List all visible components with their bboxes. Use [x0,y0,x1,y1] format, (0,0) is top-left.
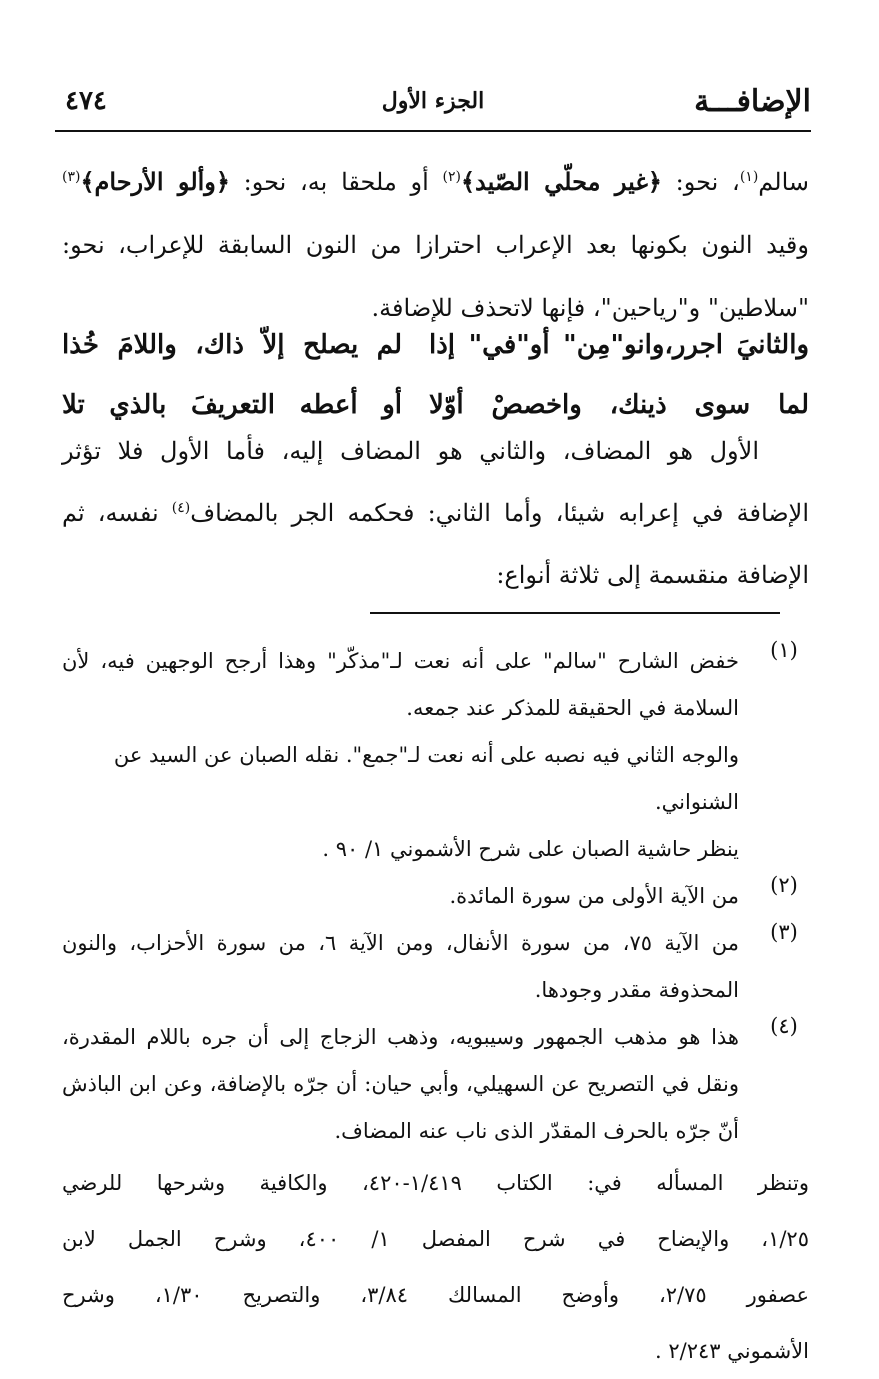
text-fragment: أو ملحقا به، نحو: [229,168,443,196]
quran-quote: ﴿وألو الأرحام﴾ [80,167,230,196]
footnote-line: وتنظر المسأله في: الكتاب ١/٤١٩-٤٢٠، والكافية وشرحها للرضي [62,1171,810,1195]
verse-second-hemistich: أو أعطه التعريفَ بالذي تلا [62,390,402,420]
footnote [62,638,809,873]
text-line-2: وقيد النون بكونها بعد الإعراب احترازا من النون السابقة للإعراب، نحو: [62,231,809,259]
quran-quote: ﴿غير محلّي الصّيد﴾ [460,167,662,196]
page-header [55,78,811,132]
verse-first-hemistich: لما سوى ذينك، واخصصْ أوّلا [429,390,809,420]
footnote-ref: (٣) [62,169,81,185]
footnote-number: (٣) [770,920,798,944]
explanation-paragraph [62,420,809,606]
footnote-text-continued [62,1155,809,1379]
footnote-line: من الآية ٧٥، من سورة الأنفال، ومن الآية ٦، من سورة الأحزاب، والنون [62,931,740,955]
text-fragment: سالم [758,168,809,196]
footnote-line: ١/٢٥، والإيضاح في شرح المفصل ١/ ٤٠٠، وشرح الجمل لابن [62,1227,809,1251]
text-line: الأول هو المضاف، والثاني هو المضاف إليه، فأما الأول فلا تؤثر [62,437,759,465]
chapter-title: الإضافـــة [694,84,811,119]
verse-first-hemistich: والثانيَ اجرر،وانو"مِن" أو"في" إذا [429,330,809,360]
footnote-line: ونقل في التصريح عن السهيلي، وأبي حيان: أن جرّه بالإضافة، وعن ابن الباذش [62,1072,739,1096]
footnote [62,873,809,920]
footnote-text [62,638,739,873]
footnote-text [62,1014,739,1155]
page-number: ٤٧٤ [65,86,107,116]
footnote-number: (٤) [770,1014,798,1038]
text-line-3: "سلاطين" و"رياحين"، فإنها لاتحذف للإضافة. [371,294,809,322]
footnotes [62,638,809,1379]
verse-second-hemistich: لم يصلح إلاّ ذاك، واللامَ خُذا [62,330,402,360]
footnote-number: (١) [770,638,798,662]
text-line-1 [62,150,809,214]
footnote-number: (٢) [770,873,798,897]
footnote-line: ينظر حاشية الصبان على شرح الأشموني ١/ ٩٠ . [322,837,739,861]
footnote-line: خفض الشارح "سالم" على أنه نعت لـ"مذكّر" وهذا أرجح الوجهين فيه، لأن [62,649,739,673]
footnote-ref: (٢) [442,169,461,185]
footnote-text [62,920,739,1014]
footnote-ref: (١) [739,169,759,185]
footnote-line: السلامة في الحقيقة للمذكر عند جمعه. [406,696,739,720]
footnote-text [62,873,739,920]
footnote-ref: (٤) [171,500,191,516]
footnote-line: هذا هو مذهب الجمهور وسيبويه، وذهب الزجاج إلى أن جره باللام المقدرة، [62,1025,739,1049]
text-fragment: ، نحو: [661,168,740,196]
footnote-line: أنّ جرّه بالحرف المقدّر الذى ناب عنه المضاف. [334,1119,739,1143]
main-text [62,150,809,340]
footnote-line: عصفور ٢/٧٥، وأوضح المسالك ٣/٨٤، والتصريح ١/٣٠، وشرح [62,1283,809,1307]
footnote-line: الأشموني ٢/٢٤٣ . [655,1339,809,1363]
footnote-line: من الآية الأولى من سورة المائدة. [449,884,739,908]
text-line: الإضافة منقسمة إلى ثلاثة أنواع: [496,561,809,589]
text-fragment: الإضافة في إعرابه شيئا، وأما الثاني: فحكمه الجر بالمضاف [190,499,809,527]
verse-line [62,330,809,390]
part-title: الجزء الأول [381,88,485,114]
footnote-line: والوجه الثاني فيه نصبه على أنه نعت لـ"جمع". نقله الصبان عن السيد عن الشنواني. [113,743,739,814]
text-fragment: نفسه، ثم [62,499,172,527]
footnote-separator [370,612,780,614]
footnote-line: المحذوفة مقدر وجودها. [534,978,739,1002]
text-line [62,482,809,544]
footnote [62,1014,809,1379]
footnote [62,920,809,1014]
